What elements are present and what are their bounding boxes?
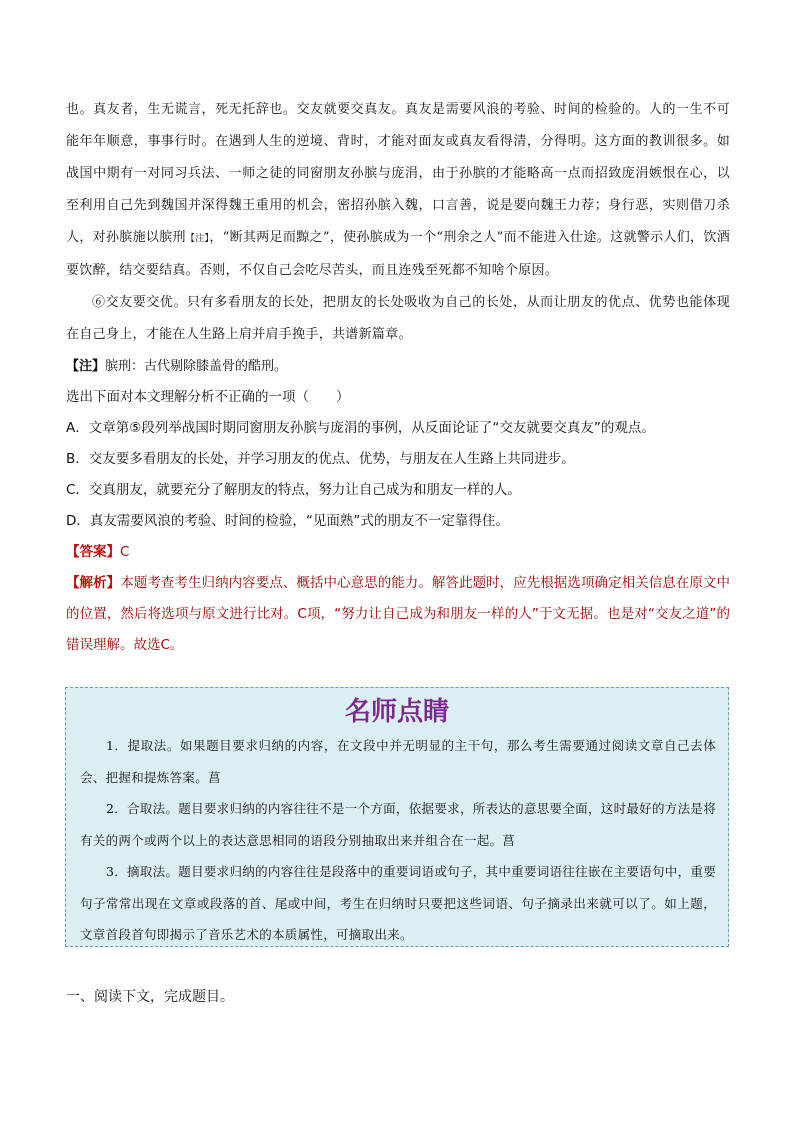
analysis-block (66, 568, 730, 661)
teacher-tips-box (65, 687, 729, 947)
tip-item-1: 1．提取法。如果题目要求归纳的内容，在文段中并无明显的主干句，那么考生需要通过阅读文章自己去体会、把握和提炼答案。菖 (80, 738, 716, 785)
section-heading: 一、阅读下文，完成题目。 (66, 989, 234, 1005)
note-label: 【注】 (66, 359, 106, 374)
passage-paragraph-6: ⑥交友要交优。只有多看朋友的长处，把朋友的长处吸收为自己的长处，从而让朋友的优点、优势也能体现在自己身上，才能在人生路上肩并肩手挽手，共谱新篇章。 (66, 295, 730, 342)
passage-paragraph (66, 94, 730, 287)
answer-value: C (120, 544, 130, 560)
question-stem: 选出下面对本文理解分析不正确的一项（ ） (66, 389, 350, 405)
answer-label: 【答案】 (66, 544, 120, 560)
analysis-label: 【解析】 (66, 575, 121, 591)
note-text: 膑刑：古代剔除膝盖骨的酷刑。 (105, 359, 288, 374)
tips-title: 名师点睛 (344, 697, 449, 727)
tip-item-3: 3．摘取法。题目要求归纳的内容往往是段落中的重要词语或句子，其中重要词语往往嵌在主要语句中，重要句子常常出现在文章或段落的首、尾或中间，考生在归纳时只要把这些词语、句子摘录出来就可以了。如上题，文章首段首句即揭示了音乐艺术的本质属性，可摘取出来。 (80, 864, 716, 942)
option-c: C．交真朋友，就要充分了解朋友的特点，努力让自己成为和朋友一样的人。 (66, 482, 521, 498)
option-b: B．交友要多看朋友的长处，并学习朋友的优点、优势，与朋友在人生路上共同进步。 (66, 451, 575, 467)
passage-text-tail: ，“断其两足而黥之”，使孙膑成为一个“刑余之人”而不能进入仕途。这就警示人们，饮酒要饮醉，结交要结真。否则，不仅自己会吃尽苦头，而且连残至死都不知啥个原因。 (66, 230, 730, 278)
document-body (66, 94, 730, 661)
passage-text: 也。真友者，生无谎言，死无托辞也。交友就要交真友。真友是需要风浪的考验、时间的检验的。人的一生不可能年年顺意，事事行时。在遇到人生的逆境、背时，才能对面友或真友看得清，分得明。这方面的教训很多。如战国中期有一对同习兵法、一师之徒的同窗朋友孙膑与庞涓，由于孙膑的才能略高一点而招致庞涓嫉恨在心，以至利用自己先到魏国并深得魏王重用的机会，密招孙膑入魏，口言善，说是要向魏王力荐；身行恶，实则借刀杀人，对孙膑施以膑刑 (66, 102, 730, 245)
annotation-note (66, 351, 730, 382)
analysis-text: 本题考查考生归纳内容要点、概括中心意思的能力。解答此题时，应先根据选项确定相关信息在原文中的位置，然后将选项与原文进行比对。C项，“努力让自己成为和朋友一样的人”于文无据。也是对“交友之道”的错误理解。故选C。 (66, 575, 731, 653)
tip-item-2: 2．合取法。题目要求归纳的内容往往不是一个方面，依据要求，所表达的意思要全面，这时最好的方法是将有关的两个或两个以上的表达意思相同的语段分别抽取出来并组合在一起。菖 (80, 801, 716, 848)
answer-line (66, 537, 730, 568)
option-a: A．文章第⑤段列举战国时期同窗朋友孙膑与庞涓的事例，从反面论证了“交友就要交真友”的观点。 (66, 420, 655, 436)
note-marker: 【注】 (185, 234, 210, 244)
option-d: D．真友需要风浪的考验、时间的检验，“见面熟”式的朋友不一定靠得住。 (66, 513, 509, 529)
tips-body (66, 730, 728, 951)
